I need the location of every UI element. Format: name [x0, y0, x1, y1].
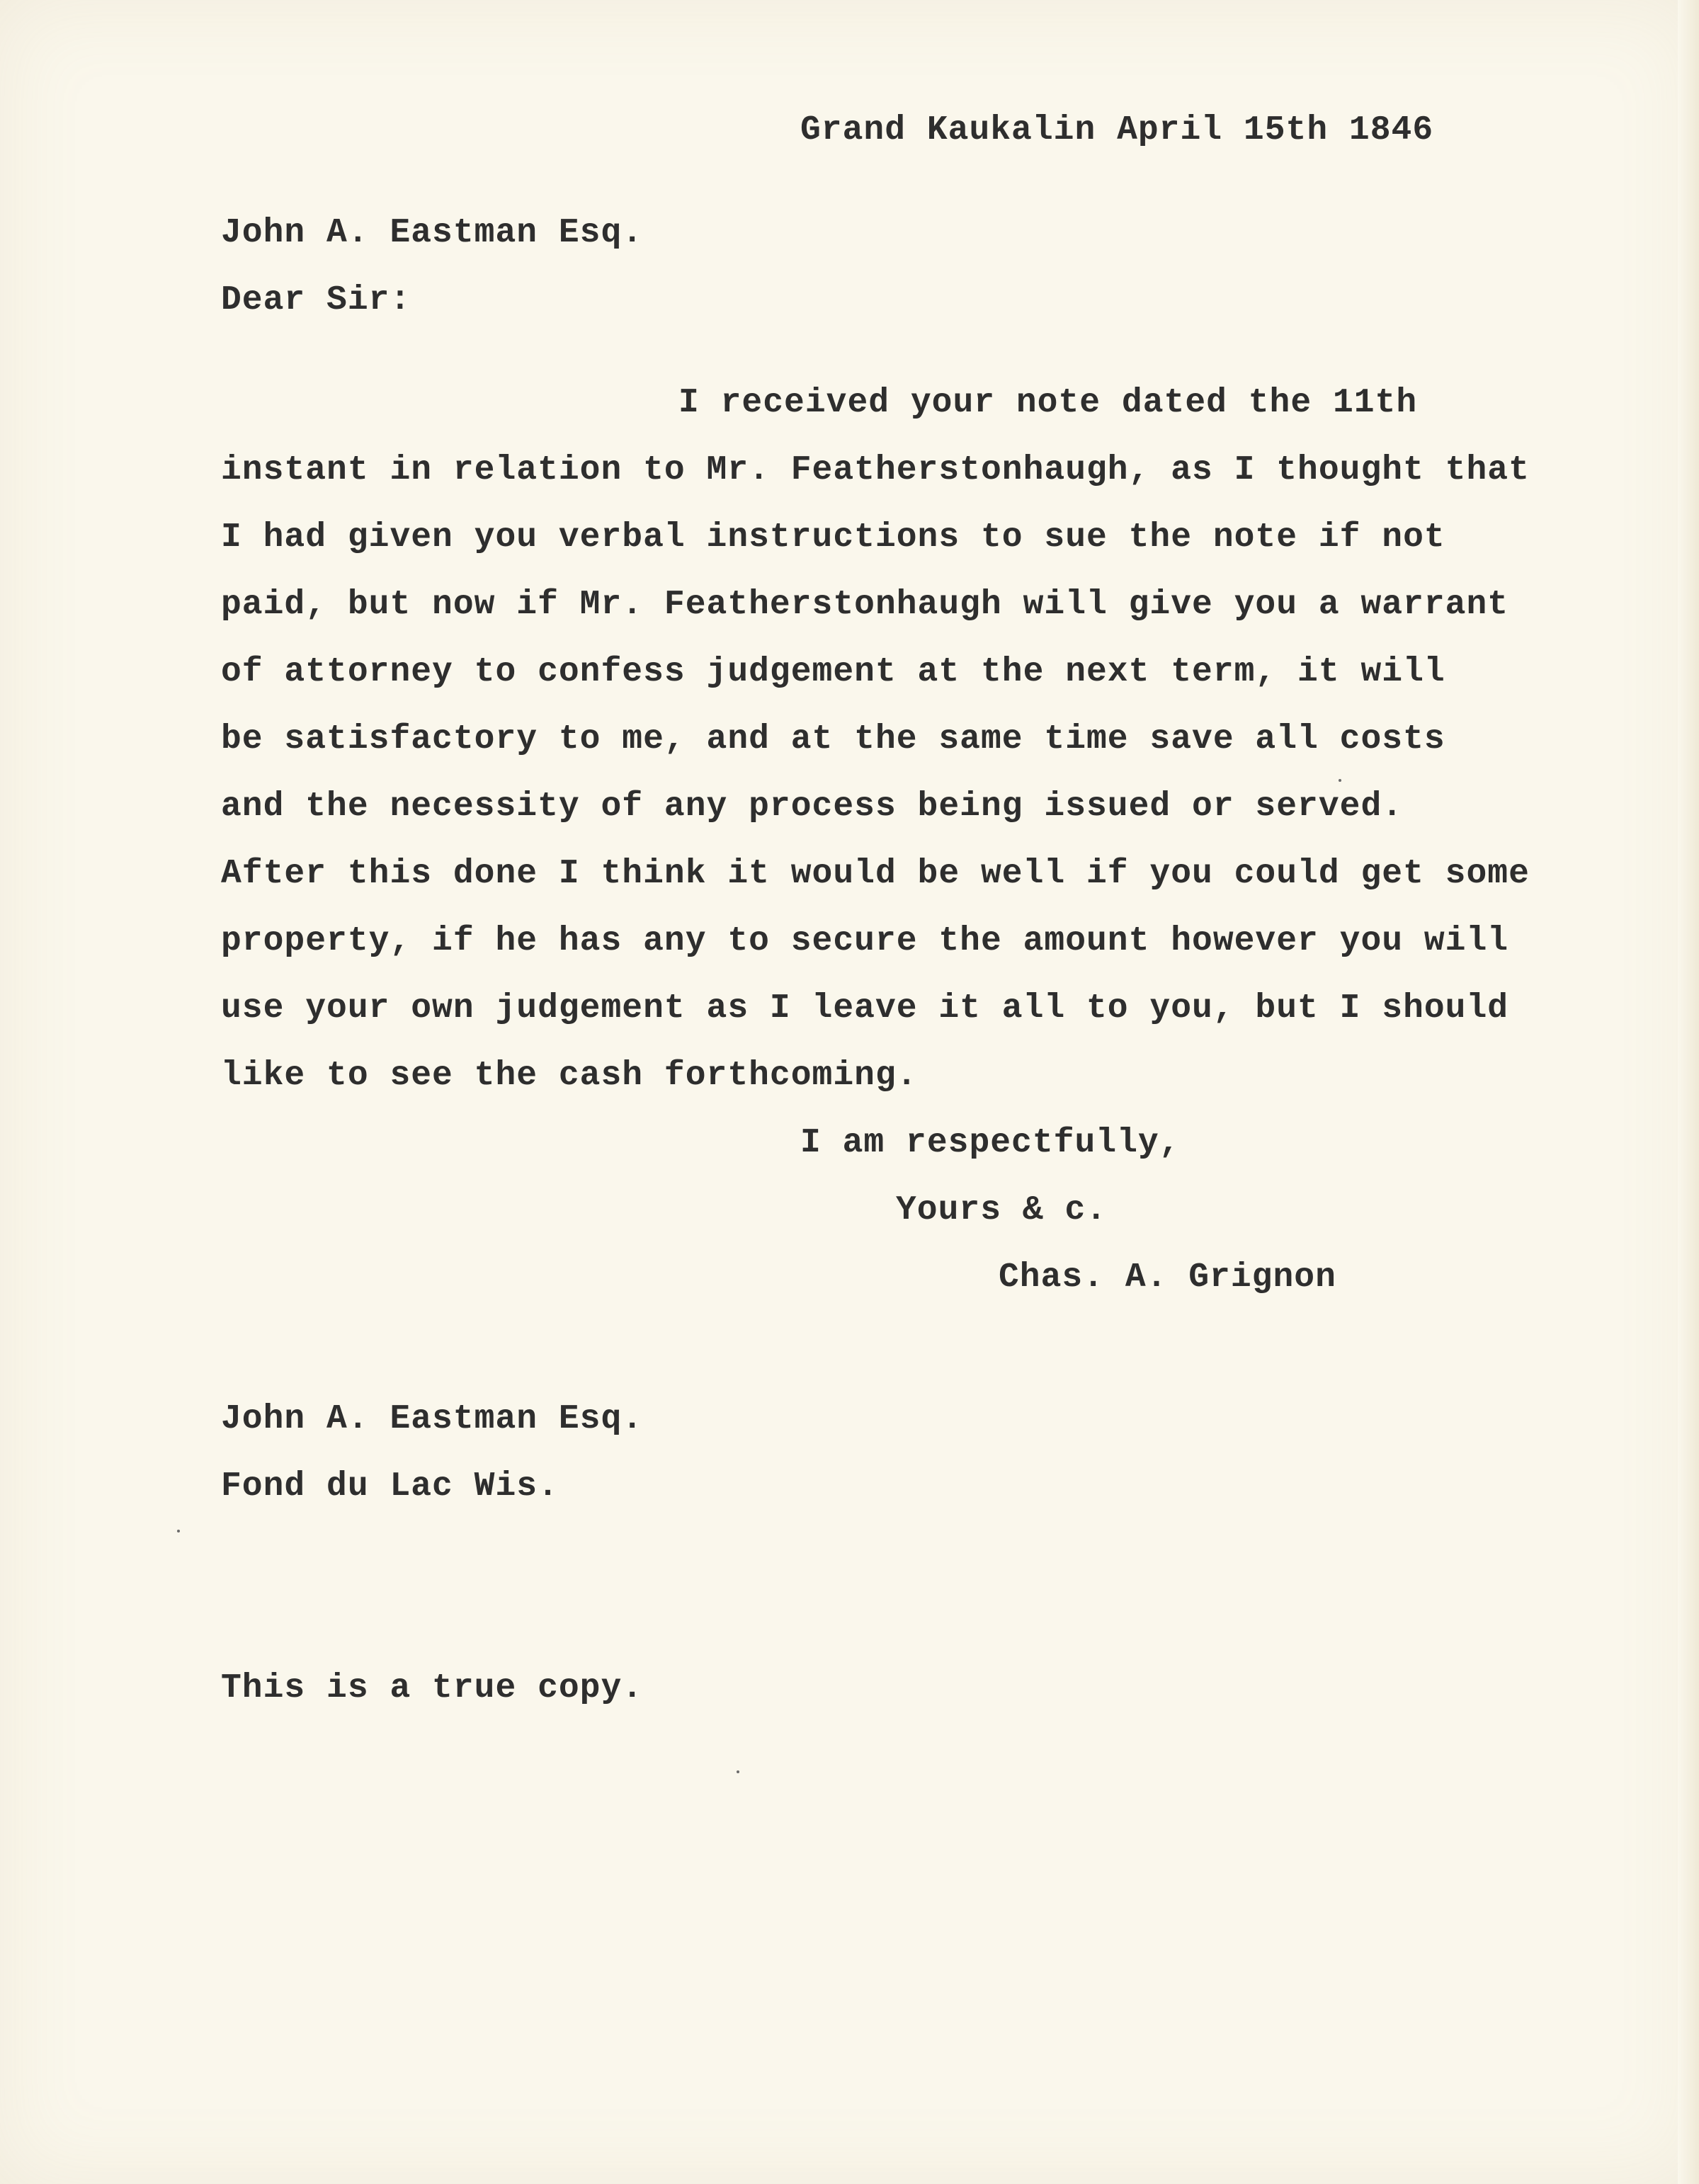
address-name: John A. Eastman Esq.	[221, 1400, 644, 1438]
body-line: After this done I think it would be well if you could get some	[221, 855, 1530, 893]
dateline: Grand Kaukalin April 15th 1846	[800, 111, 1434, 149]
true-copy-note: This is a true copy.	[221, 1669, 644, 1707]
paper-speck	[1339, 779, 1341, 782]
address-city: Fond du Lac Wis.	[221, 1467, 559, 1506]
body-line: property, if he has any to secure the amount however you will	[221, 922, 1509, 960]
paper-speck	[177, 1530, 180, 1532]
body-line: of attorney to confess judgement at the next term, it will	[221, 653, 1445, 691]
body-line: I had given you verbal instructions to sue the note if not	[221, 518, 1445, 557]
recipient-name: John A. Eastman Esq.	[221, 214, 644, 252]
signature: Chas. A. Grignon	[999, 1258, 1336, 1297]
body-line: and the necessity of any process being issued or served.	[221, 787, 1404, 826]
salutation: Dear Sir:	[221, 281, 411, 319]
body-line: I received your note dated the 11th	[678, 384, 1418, 422]
body-line: instant in relation to Mr. Featherstonhaugh, as I thought that	[221, 451, 1530, 489]
body-line: like to see the cash forthcoming.	[221, 1057, 918, 1095]
body-line: use your own judgement as I leave it all to you, but I should	[221, 989, 1509, 1028]
closing-respectfully: I am respectfully,	[800, 1124, 1181, 1162]
body-line: be satisfactory to me, and at the same time save all costs	[221, 720, 1445, 758]
closing-yours: Yours & c.	[896, 1191, 1108, 1229]
page-edge-shadow	[1678, 0, 1699, 2184]
body-line: paid, but now if Mr. Featherstonhaugh will give you a warrant	[221, 586, 1509, 624]
paper-speck	[737, 1770, 739, 1773]
